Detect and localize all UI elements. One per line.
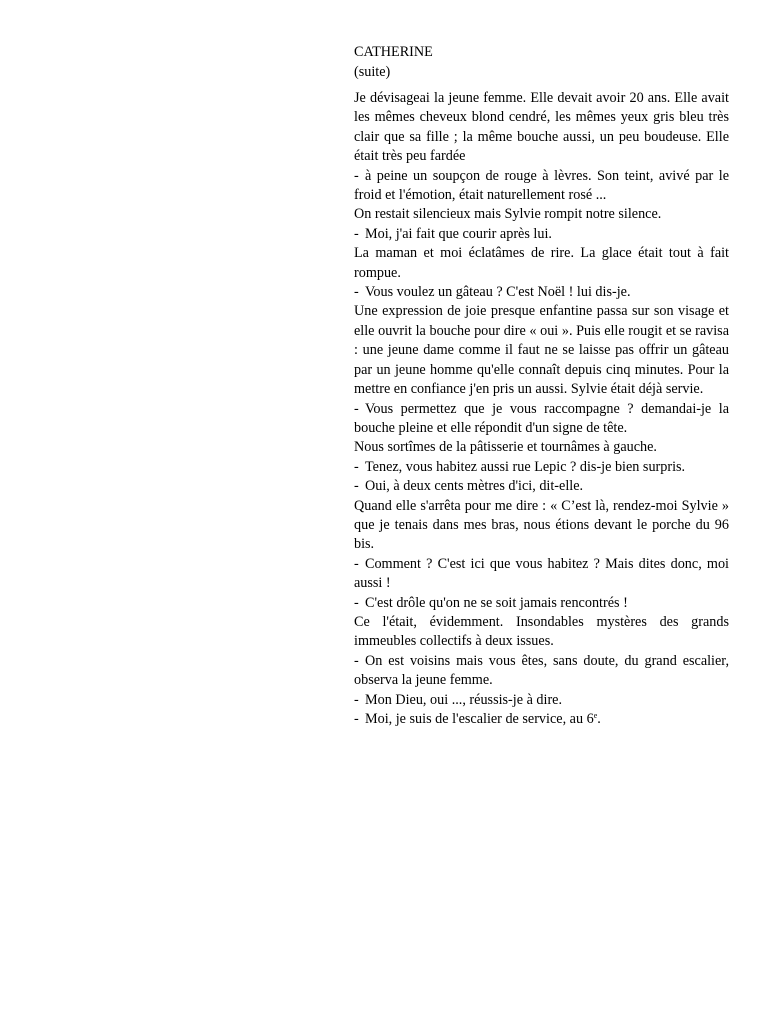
paragraph-text: Mon Dieu, oui ..., réussis-je à dire.	[365, 691, 563, 708]
paragraph-text: Ce l'était, évidemment. Insondables mystères des grands immeubles collectifs à deux issues.	[354, 613, 729, 650]
paragraph-text: Quand elle s'arrêta pour me dire : « C’est là, rendez-moi Sylvie » que je tenais dans mes bras, nous étions devant le porche du 96 bis.	[354, 497, 729, 553]
narrative-paragraph	[354, 244, 729, 283]
narrative-paragraph	[354, 205, 729, 224]
dialogue-line	[354, 594, 729, 613]
dialogue-dash: -	[354, 652, 359, 669]
dialogue-dash: -	[354, 478, 359, 495]
dialogue-line	[354, 691, 729, 710]
narrative-paragraph	[354, 89, 729, 167]
dialogue-line	[354, 477, 729, 496]
dialogue-line	[354, 710, 729, 729]
dialogue-dash: -	[354, 691, 359, 708]
trailing-punctuation: .	[597, 711, 601, 727]
paragraph-text: Vous voulez un gâteau ? C'est Noël ! lui dis-je.	[365, 284, 631, 301]
dialogue-line	[354, 652, 729, 691]
chapter-heading	[354, 43, 729, 82]
dialogue-line	[354, 225, 729, 244]
paragraph-text: On restait silencieux mais Sylvie rompit notre silence.	[354, 206, 662, 223]
chapter-subtitle: (suite)	[354, 63, 391, 80]
paragraph-text: Comment ? C'est ici que vous habitez ? Mais dites donc, moi aussi !	[354, 555, 729, 592]
document-page	[354, 43, 729, 729]
dialogue-line	[354, 555, 729, 594]
paragraph-text: La maman et moi éclatâmes de rire. La glace était tout à fait rompue.	[354, 245, 729, 281]
narrative-paragraph	[354, 302, 729, 399]
paragraph-text: Nous sortîmes de la pâtisserie et tournâmes à gauche.	[354, 439, 657, 456]
dialogue-dash: -	[354, 284, 359, 301]
dialogue-dash: -	[354, 167, 359, 184]
dialogue-line	[354, 458, 729, 477]
chapter-title: CATHERINE	[354, 44, 433, 60]
dialogue-dash: -	[354, 400, 359, 417]
ordinal-superscript: e	[593, 711, 598, 720]
paragraph-text: C'est drôle qu'on ne se soit jamais rencontrés !	[365, 594, 628, 611]
dialogue-line	[354, 283, 729, 302]
narrative-paragraph	[354, 613, 729, 652]
dialogue-line	[354, 167, 729, 206]
dialogue-dash: -	[354, 225, 359, 242]
narrative-paragraph	[354, 438, 729, 457]
paragraph-text: Tenez, vous habitez aussi rue Lepic ? dis-je bien surpris.	[365, 458, 686, 475]
paragraph-text: On est voisins mais vous êtes, sans doute, du grand escalier, observa la jeune femme.	[354, 652, 729, 689]
paragraph-text: Oui, à deux cents mètres d'ici, dit-elle.	[365, 478, 584, 495]
body-text	[354, 89, 729, 729]
paragraph-text: Je dévisageai la jeune femme. Elle devait avoir 20 ans. Elle avait les mêmes cheveux blond cendré, les mêmes yeux gris bleu très clair que sa fille ; la même bouche aussi, un peu boudeuse. Elle était très peu fardée	[354, 90, 729, 165]
dialogue-dash: -	[354, 711, 359, 727]
paragraph-text: Moi, j'ai fait que courir après lui.	[365, 225, 552, 242]
paragraph-text: Vous permettez que je vous raccompagne ? demandai-je la bouche pleine et elle répondit d'un signe de tête.	[354, 400, 729, 436]
paragraph-text: Moi, je suis de l'escalier de service, au 6	[365, 711, 594, 727]
paragraph-text: Une expression de joie presque enfantine passa sur son visage et elle ouvrit la bouche pour dire « oui ». Puis elle rougit et se ravisa : une jeune dame comme il faut ne se laisse pas offrir un gâteau par un jeune homme qu'elle connaît depuis cinq minutes. Pour la mettre en confiance j'en pris un aussi. Sylvie était déjà servie.	[354, 303, 729, 398]
narrative-paragraph	[354, 497, 729, 555]
dialogue-dash: -	[354, 594, 359, 611]
paragraph-text: à peine un soupçon de rouge à lèvres. Son teint, avivé par le froid et l'émotion, était naturellement rosé ...	[354, 167, 729, 204]
dialogue-line	[354, 400, 729, 439]
dialogue-dash: -	[354, 555, 359, 572]
dialogue-dash: -	[354, 458, 359, 475]
